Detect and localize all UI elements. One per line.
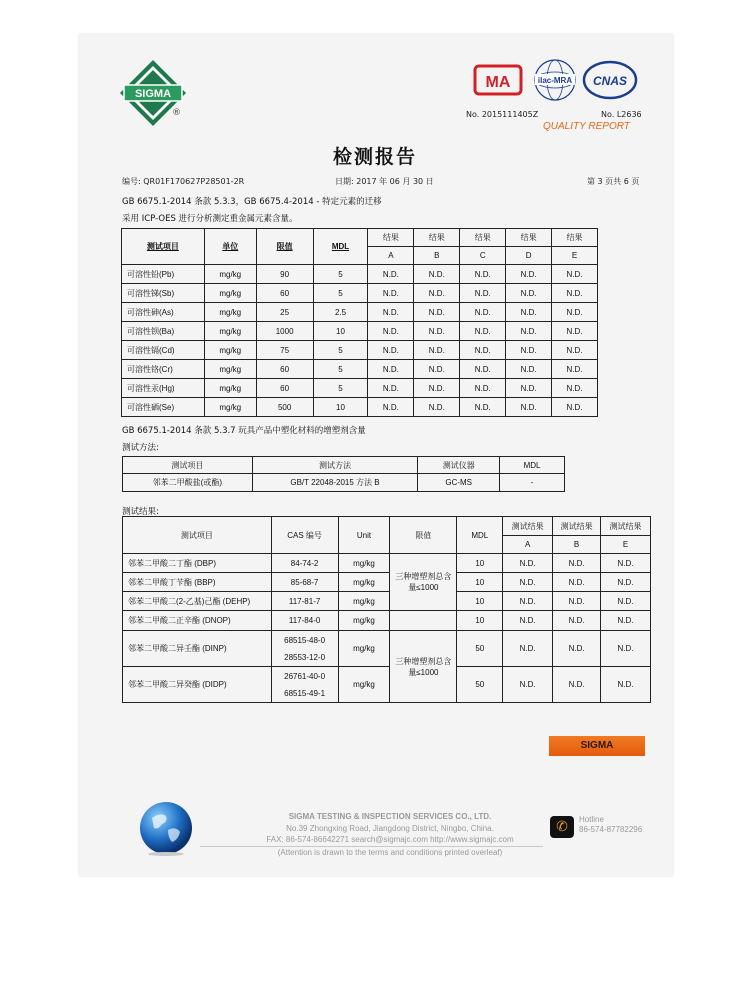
section1-heading: GB 6675.1-2014 条款 5.3.3，GB 6675.4-2014 - 特定元素的迁移 xyxy=(122,197,382,207)
cell-result: N.D. xyxy=(368,379,414,398)
cell-result: N.D. xyxy=(506,379,552,398)
cell-result: N.D. xyxy=(368,322,414,341)
report-number: 编号: QR01F170627P28501-2R xyxy=(122,177,245,186)
cell-result: N.D. xyxy=(368,398,414,417)
cell-unit: mg/kg xyxy=(204,284,256,303)
table-row xyxy=(123,631,651,667)
cell-mdl: 10 xyxy=(457,611,503,631)
cell-result: N.D. xyxy=(601,611,651,631)
cell-limit: 90 xyxy=(256,265,313,284)
cell-mdl: 5 xyxy=(313,284,368,303)
cell-result: N.D. xyxy=(368,341,414,360)
sample-header-e: E xyxy=(552,247,598,265)
cell-result: N.D. xyxy=(506,341,552,360)
quality-report-label: QUALITY REPORT xyxy=(543,121,630,132)
cell-result: N.D. xyxy=(506,303,552,322)
cell-item: 邻苯二甲酸二异癸酯 (DIDP) xyxy=(123,667,272,703)
col-header-mdl: MDL xyxy=(457,517,503,554)
method-cell-instrument: GC-MS xyxy=(418,474,500,492)
heavy-metal-rows xyxy=(122,265,598,417)
footer-divider xyxy=(200,846,543,847)
cell-result: N.D. xyxy=(414,398,460,417)
cell-result: N.D. xyxy=(414,265,460,284)
sample-header-b: B xyxy=(414,247,460,265)
cell-unit: mg/kg xyxy=(204,341,256,360)
cma-logo xyxy=(475,66,521,94)
col-header-unit: Unit xyxy=(338,517,390,554)
col-header-result: 测试结果 xyxy=(503,517,553,536)
cell-mdl: 5 xyxy=(313,379,368,398)
col-header-result: 测试结果 xyxy=(601,517,651,536)
cell-cas: 84-74-2 xyxy=(271,554,338,573)
cell-mdl: 5 xyxy=(313,360,368,379)
cell-result: N.D. xyxy=(553,631,601,667)
cell-result: N.D. xyxy=(368,360,414,379)
table-row xyxy=(123,667,651,703)
cell-unit: mg/kg xyxy=(204,265,256,284)
cell-mdl: 10 xyxy=(457,573,503,592)
col-header-limit: 限值 xyxy=(390,517,457,554)
cell-unit: mg/kg xyxy=(204,379,256,398)
section1-method: 采用 ICP-OES 进行分析测定重金属元素含量。 xyxy=(122,214,298,224)
ilac-mra-logo xyxy=(535,60,575,100)
cell-result: N.D. xyxy=(460,379,506,398)
sample-header-c: C xyxy=(460,247,506,265)
cell-limit: 25 xyxy=(256,303,313,322)
footer-company: SIGMA TESTING & INSPECTION SERVICES CO., LTD. xyxy=(288,812,492,821)
method-cell-item: 邻苯二甲酸盐(或酯) xyxy=(123,474,253,492)
cell-limit: 60 xyxy=(256,379,313,398)
registered-mark: ® xyxy=(172,108,181,118)
hotline-label: Hotline xyxy=(579,815,604,824)
cell-item: 邻苯二甲酸二(2-乙基)己酯 (DEHP) xyxy=(123,592,272,611)
cell-result: N.D. xyxy=(503,631,553,667)
col-header-item: 测试项目 xyxy=(123,517,272,554)
table-row xyxy=(123,554,651,573)
col-header-unit: 单位 xyxy=(204,229,256,265)
certification-logos xyxy=(473,58,638,108)
cell-result: N.D. xyxy=(552,265,598,284)
cell-result: N.D. xyxy=(414,322,460,341)
hotline xyxy=(579,815,642,835)
cell-cas: 117-84-0 xyxy=(271,611,338,631)
cell-result: N.D. xyxy=(552,284,598,303)
sample-header-a: A xyxy=(503,536,553,554)
table-row xyxy=(122,360,598,379)
cell-cas xyxy=(271,667,338,703)
cell-limit: 75 xyxy=(256,341,313,360)
method-label: 测试方法: xyxy=(122,443,159,453)
cell-result: N.D. xyxy=(414,303,460,322)
cell-unit: mg/kg xyxy=(338,631,390,667)
cell-result: N.D. xyxy=(553,667,601,703)
heavy-metal-table xyxy=(121,228,598,417)
method-header-method: 测试方法 xyxy=(252,457,418,474)
cell-result: N.D. xyxy=(368,284,414,303)
cell-mdl: 10 xyxy=(457,592,503,611)
cell-result: N.D. xyxy=(460,265,506,284)
test-method-table xyxy=(122,456,565,492)
col-header-item: 测试项目 xyxy=(122,229,205,265)
col-header-result: 测试结果 xyxy=(553,517,601,536)
cell-mdl: 10 xyxy=(313,398,368,417)
cnas-text: CNAS xyxy=(592,74,628,88)
cell-result: N.D. xyxy=(553,573,601,592)
cma-number: No. 2015111405Z xyxy=(466,110,539,119)
cell-item: 可溶性硒(Se) xyxy=(122,398,205,417)
cell-mdl: 10 xyxy=(457,554,503,573)
cell-limit: 60 xyxy=(256,284,313,303)
cell-item: 可溶性铅(Pb) xyxy=(122,265,205,284)
cell-result: N.D. xyxy=(503,554,553,573)
cell-result: N.D. xyxy=(460,341,506,360)
cell-result: N.D. xyxy=(552,303,598,322)
cell-result: N.D. xyxy=(503,573,553,592)
cma-text: MA xyxy=(485,74,511,91)
table-row xyxy=(122,379,598,398)
cell-result: N.D. xyxy=(460,284,506,303)
cell-unit: mg/kg xyxy=(338,554,390,573)
cell-result: N.D. xyxy=(368,303,414,322)
cell-mdl: 2.5 xyxy=(313,303,368,322)
footer-note: (Attention is drawn to the terms and conditions printed overleaf) xyxy=(277,848,503,857)
cell-result: N.D. xyxy=(414,379,460,398)
col-header-result: 结果 xyxy=(460,229,506,247)
cell-unit: mg/kg xyxy=(204,360,256,379)
table-row xyxy=(123,474,565,492)
col-header-mdl: MDL xyxy=(313,229,368,265)
col-header-limit: 限值 xyxy=(256,229,313,265)
cas-line: 68515-49-1 xyxy=(284,688,326,698)
table-row xyxy=(122,322,598,341)
cell-result: N.D. xyxy=(460,398,506,417)
cnas-number: No. L2636 xyxy=(601,110,642,119)
cell-result: N.D. xyxy=(552,322,598,341)
cell-result: N.D. xyxy=(414,360,460,379)
cell-result: N.D. xyxy=(460,322,506,341)
cell-result: N.D. xyxy=(552,379,598,398)
table-row xyxy=(123,573,651,592)
cell-result: N.D. xyxy=(601,592,651,611)
cell-unit: mg/kg xyxy=(338,611,390,631)
plasticizer-table xyxy=(122,516,651,703)
cell-unit: mg/kg xyxy=(338,592,390,611)
cell-result: N.D. xyxy=(503,611,553,631)
cell-item: 可溶性锑(Sb) xyxy=(122,284,205,303)
cell-mdl: 50 xyxy=(457,631,503,667)
col-header-result: 结果 xyxy=(368,229,414,247)
logo-text: SIGMA xyxy=(134,88,172,100)
cell-unit: mg/kg xyxy=(338,667,390,703)
cell-item: 可溶性汞(Hg) xyxy=(122,379,205,398)
table-row xyxy=(123,592,651,611)
sample-header-e: E xyxy=(601,536,651,554)
cell-result: N.D. xyxy=(552,360,598,379)
cell-item: 邻苯二甲酸二丁酯 (DBP) xyxy=(123,554,272,573)
section2-heading: GB 6675.1-2014 条款 5.3.7 玩具产品中塑化材料的增塑剂含量 xyxy=(122,426,366,436)
cell-item: 邻苯二甲酸二异壬酯 (DINP) xyxy=(123,631,272,667)
cell-result: N.D. xyxy=(503,667,553,703)
cas-line: 28553-12-0 xyxy=(284,652,326,662)
method-header-item: 测试项目 xyxy=(123,457,253,474)
cell-limit: 500 xyxy=(256,398,313,417)
cell-unit: mg/kg xyxy=(204,322,256,341)
table-row xyxy=(123,611,651,631)
cell-result: N.D. xyxy=(506,284,552,303)
cell-result: N.D. xyxy=(414,341,460,360)
cell-unit: mg/kg xyxy=(204,398,256,417)
table-row xyxy=(122,265,598,284)
cell-cas: 85-68-7 xyxy=(271,573,338,592)
cell-result: N.D. xyxy=(552,341,598,360)
hotline-number: 86-574-87782296 xyxy=(579,825,643,834)
cell-result: N.D. xyxy=(414,284,460,303)
cell-item: 可溶性钡(Ba) xyxy=(122,322,205,341)
ilac-text: ilac-MRA xyxy=(537,76,573,85)
sigma-stamp: SIGMA xyxy=(549,736,645,756)
cell-result: N.D. xyxy=(601,554,651,573)
cell-limit-group2: 三种增塑剂总含量≤1000 xyxy=(390,631,457,703)
cell-item: 可溶性铬(Cr) xyxy=(122,360,205,379)
sample-header-a: A xyxy=(368,247,414,265)
cas-line: 68515-48-0 xyxy=(284,635,326,645)
phone-icon: ✆ xyxy=(550,816,574,838)
report-date: 日期: 2017 年 06 月 30 日 xyxy=(335,177,434,186)
result-label: 测试结果: xyxy=(122,507,159,517)
table-row xyxy=(122,341,598,360)
cell-result: N.D. xyxy=(552,398,598,417)
cell-result: N.D. xyxy=(553,611,601,631)
page-number: 第 3 页共 6 页 xyxy=(587,177,640,186)
cell-item: 邻苯二甲酸二正辛酯 (DNOP) xyxy=(123,611,272,631)
cell-unit: mg/kg xyxy=(338,573,390,592)
col-header-cas: CAS 编号 xyxy=(271,517,338,554)
cell-mdl: 5 xyxy=(313,341,368,360)
page-title: 检测报告 xyxy=(332,146,417,168)
cell-cas xyxy=(271,631,338,667)
cell-unit: mg/kg xyxy=(204,303,256,322)
cell-result: N.D. xyxy=(460,360,506,379)
cell-result: N.D. xyxy=(601,667,651,703)
cell-item: 可溶性砷(As) xyxy=(122,303,205,322)
cell-limit: 60 xyxy=(256,360,313,379)
cell-limit-empty xyxy=(390,611,457,631)
cell-mdl: 50 xyxy=(457,667,503,703)
cell-result: N.D. xyxy=(506,360,552,379)
table-row xyxy=(122,284,598,303)
cell-result: N.D. xyxy=(506,398,552,417)
table-row xyxy=(122,303,598,322)
cnas-logo xyxy=(584,62,636,98)
col-header-result: 结果 xyxy=(552,229,598,247)
cell-result: N.D. xyxy=(553,554,601,573)
footer-contact: FAX: 86-574-86642271 search@sigmajc.com http://www.sigmajc.com xyxy=(266,835,514,844)
sample-header-d: D xyxy=(506,247,552,265)
cell-result: N.D. xyxy=(601,573,651,592)
footer-address: No.39 Zhongxing Road, Jiangdong District, Ningbo, China. xyxy=(286,824,494,833)
method-cell-method: GB/T 22048-2015 方法 B xyxy=(252,474,418,492)
cell-item: 可溶性镉(Cd) xyxy=(122,341,205,360)
table-row xyxy=(122,398,598,417)
cell-result: N.D. xyxy=(601,631,651,667)
cell-result: N.D. xyxy=(460,303,506,322)
method-header-mdl: MDL xyxy=(500,457,565,474)
cell-result: N.D. xyxy=(506,265,552,284)
sample-header-b: B xyxy=(553,536,601,554)
cell-mdl: 5 xyxy=(313,265,368,284)
cell-result: N.D. xyxy=(503,592,553,611)
cell-result: N.D. xyxy=(506,322,552,341)
method-cell-mdl: - xyxy=(500,474,565,492)
cell-result: N.D. xyxy=(368,265,414,284)
cell-item: 邻苯二甲酸丁苄酯 (BBP) xyxy=(123,573,272,592)
cell-limit-group1: 三种增塑剂总含量≤1000 xyxy=(390,554,457,611)
cas-line: 26761-40-0 xyxy=(284,671,326,681)
method-header-instrument: 测试仪器 xyxy=(418,457,500,474)
col-header-result: 结果 xyxy=(506,229,552,247)
cell-cas: 117-81-7 xyxy=(271,592,338,611)
cell-result: N.D. xyxy=(553,592,601,611)
cell-mdl: 10 xyxy=(313,322,368,341)
cell-limit: 1000 xyxy=(256,322,313,341)
col-header-result: 结果 xyxy=(414,229,460,247)
